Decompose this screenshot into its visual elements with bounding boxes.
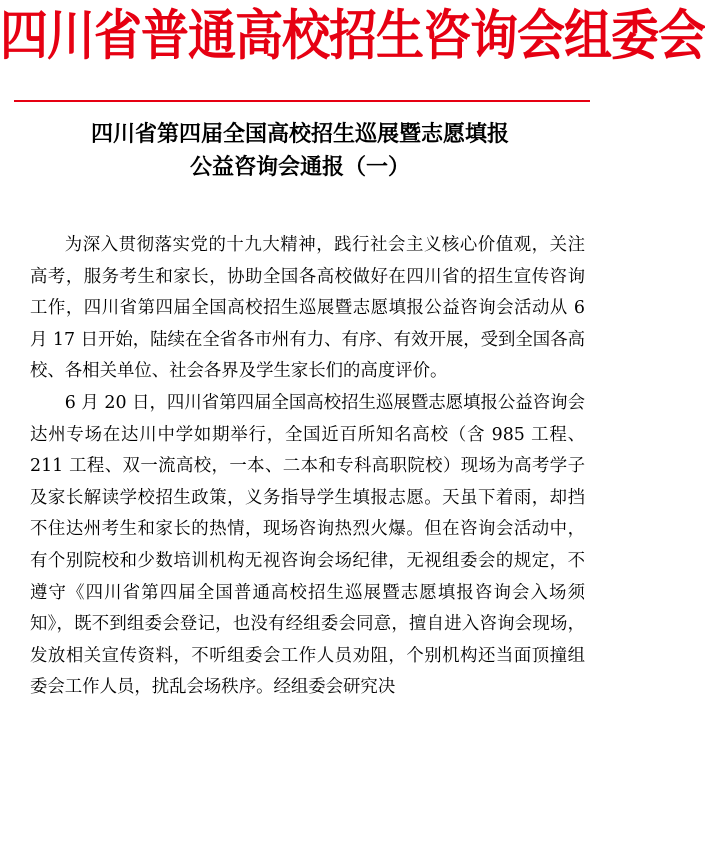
document-body xyxy=(30,230,585,704)
header-divider xyxy=(14,100,590,102)
document-title xyxy=(0,118,600,184)
organization-header: 四川省普通高校招生咨询会组委会 xyxy=(0,4,705,68)
title-line-1: 四川省第四届全国高校招生巡展暨志愿填报 xyxy=(90,122,509,147)
body-paragraph-2: 6 月 20 日，四川省第四届全国高校招生巡展暨志愿填报公益咨询会达州专场在达川中学如期举行，全国近百所知名高校（含 985 工程、211 工程、双一流高校，一本、二本和专科高职院校）现场为高考学子及家长解读学校招生政策，义务指导学生填报志愿。天虽下着雨，却挡不住达州考生和家长的热情，现场咨询热烈火爆。但在咨询会活动中，有个别院校和少数培训机构无视咨询会场纪律，无视组委会的规定，不遵守《四川省第四届全国普通高校招生巡展暨志愿填报咨询会入场须知》，既不到组委会登记，也没有经组委会同意，擅自进入咨询会现场，发放相关宣传资料，不听组委会工作人员劝阻，个别机构还当面顶撞组委会工作人员，扰乱会场秩序。经组委会研究决 xyxy=(30,392,585,698)
body-paragraph-1: 为深入贯彻落实党的十九大精神，践行社会主义核心价值观，关注高考，服务考生和家长，协助全国各高校做好在四川省的招生宣传咨询工作，四川省第四届全国高校招生巡展暨志愿填报公益咨询会活动从 6 月 17 日开始，陆续在全省各市州有力、有序、有效开展，受到全国各高校、各相关单位、社会各界及学生家长们的高度评价。 xyxy=(30,235,585,382)
title-line-2: 公益咨询会通报（一） xyxy=(189,155,410,180)
